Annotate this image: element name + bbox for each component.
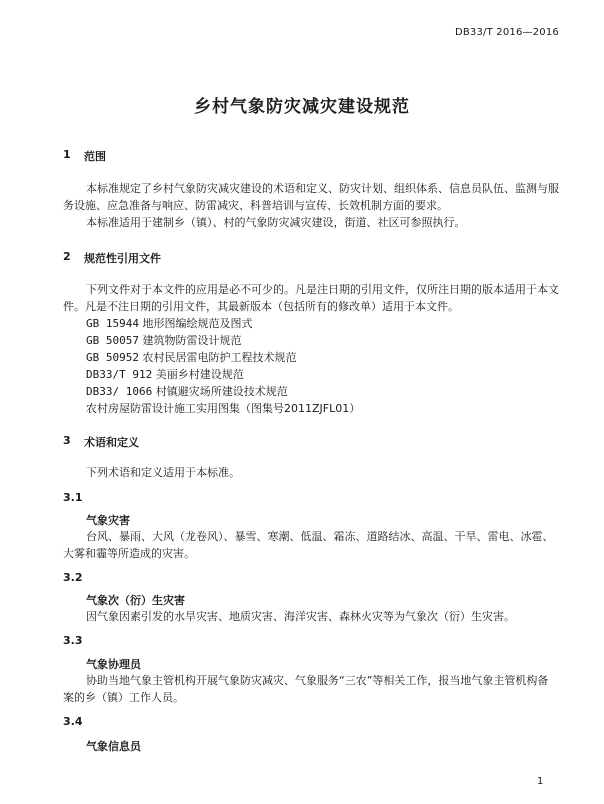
- term-definition-line: 因气象因素引发的水旱灾害、地质灾害、海洋灾害、森林火灾等为气象次（衍）生灾害。: [86, 610, 515, 623]
- reference-item: [86, 332, 241, 349]
- reference-title: 村镇避灾场所建设技术规范: [155, 385, 288, 398]
- reference-code: DB33/T 912: [86, 368, 153, 381]
- term-number: 3.1: [63, 491, 83, 504]
- page-number: 1: [537, 776, 544, 787]
- reference-item: [86, 315, 252, 332]
- section-2-paragraph-line: 件。凡是不注日期的引用文件，其最新版本（包括所有的修改单）适用于本文件。: [63, 300, 459, 313]
- term-definition-line: 协助当地气象主管机构开展气象防灾减灾、气象服务“三农”等相关工作，报当地气象主管机构备: [86, 674, 549, 687]
- reference-title: 建筑物防雷设计规范: [142, 334, 242, 347]
- document-title: 乡村气象防灾减灾建设规范: [194, 97, 410, 117]
- section-1-paragraph-line: 本标准规定了乡村气象防灾减灾建设的术语和定义、防灾计划、组织体系、信息员队伍、监测与服: [86, 182, 559, 195]
- section-3-number: 3: [63, 434, 71, 447]
- section-2-number: 2: [63, 250, 71, 263]
- standard-code: DB33/T 2016—2016: [454, 27, 559, 38]
- section-2-paragraph-line: 下列文件对于本文件的应用是必不可少的。凡是注日期的引用文件，仅所注日期的版本适用于本文: [86, 283, 559, 296]
- section-1-paragraph-line: 务设施、应急准备与响应、防雷减灾、科普培训与宣传、长效机制方面的要求。: [63, 199, 448, 212]
- section-3-heading: 术语和定义: [84, 436, 139, 449]
- term-number: 3.2: [63, 571, 83, 584]
- reference-code: GB 50057: [86, 334, 139, 347]
- reference-code: GB 15944: [86, 317, 139, 330]
- reference-title: 农村房屋防雷设计施工实用图集（图集号2011ZJFL01）: [86, 402, 361, 415]
- section-1-scope-paragraph: 本标准适用于建制乡（镇）、村的气象防灾减灾建设，街道、社区可参照执行。: [86, 216, 466, 229]
- reference-title: 地形图编绘规范及图式: [142, 317, 253, 330]
- reference-item: [86, 400, 360, 417]
- reference-item: [86, 349, 296, 366]
- term-name: 气象信息员: [86, 740, 141, 753]
- reference-code: GB 50952: [86, 351, 139, 364]
- section-3-intro: 下列术语和定义适用于本标准。: [86, 466, 240, 479]
- reference-item: [86, 383, 288, 400]
- reference-code: DB33/ 1066: [86, 385, 153, 398]
- term-definition-line: 案的乡（镇）工作人员。: [63, 691, 184, 704]
- reference-item: [86, 366, 244, 383]
- section-1-number: 1: [63, 148, 71, 161]
- section-2-heading: 规范性引用文件: [84, 252, 161, 265]
- term-definition-line: 大雾和霾等所造成的灾害。: [63, 547, 195, 560]
- reference-title: 农村民居雷电防护工程技术规范: [142, 351, 297, 364]
- term-name: 气象灾害: [86, 514, 130, 527]
- reference-title: 美丽乡村建设规范: [155, 368, 244, 381]
- term-name: 气象次（衍）生灾害: [86, 594, 185, 607]
- term-number: 3.3: [63, 634, 83, 647]
- term-name: 气象协理员: [86, 658, 141, 671]
- term-number: 3.4: [63, 715, 83, 728]
- term-definition-line: 台风、暴雨、大风（龙卷风）、暴雪、寒潮、低温、霜冻、道路结冰、高温、干旱、雷电、冰雹、: [86, 530, 554, 543]
- section-1-heading: 范围: [84, 150, 106, 163]
